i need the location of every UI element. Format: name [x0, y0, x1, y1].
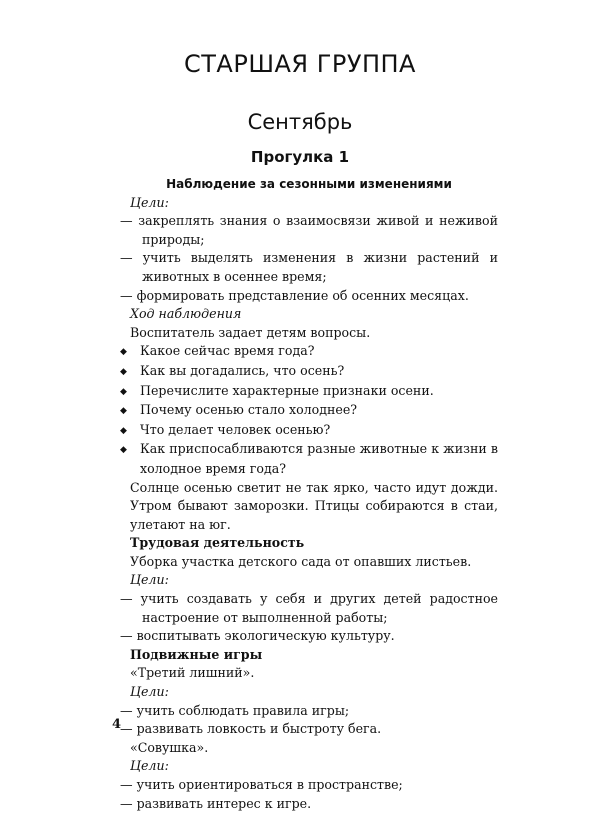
labor-title: Трудовая деятельность [130, 535, 305, 551]
diamond-bullet-icon: ◆ [120, 386, 127, 397]
diamond-bullet-icon: ◆ [120, 366, 127, 377]
observation-course-label: Ход наблюдения [130, 306, 242, 322]
game-goal-item: — учить ориентироваться в пространстве; [120, 777, 403, 792]
diamond-bullet-icon: ◆ [120, 347, 127, 358]
page-number: 4 [112, 717, 122, 732]
question-text: Как приспосабливаются разные животные к жизни в холодное время года? [140, 441, 498, 476]
game-name: «Третий лишний». [130, 665, 255, 681]
observation-closing: Солнце осенью светит не так ярко, часто идут дожди. Утром бывают заморозки. Птицы собираются в стаи, улетают на юг. [130, 479, 498, 532]
observation-goal-item: — формировать представление об осенних месяцах. [120, 287, 469, 303]
question-item [120, 440, 498, 478]
observation-goals-label: Цели: [130, 194, 169, 210]
question-item [120, 401, 498, 421]
question-text: Какое сейчас время года? [140, 343, 315, 359]
diamond-bullet-icon: ◆ [120, 445, 127, 456]
game-goals-label: Цели: [130, 684, 169, 700]
question-text: Перечислите характерные признаки осени. [140, 382, 434, 398]
walk-title: Прогулка 1 [250, 148, 350, 166]
question-item [120, 421, 498, 441]
labor-task: Уборка участка детского сада от опавших листьев. [130, 553, 472, 569]
diamond-bullet-icon: ◆ [120, 425, 127, 436]
observation-title: Наблюдение за сезонными изменениями [166, 177, 452, 191]
observation-goal-item: — закреплять знания о взаимосвязи живой и неживой природы; [120, 213, 498, 247]
game-goal-item: — учить соблюдать правила игры; [120, 702, 350, 718]
question-text: Почему осенью стало холоднее? [140, 402, 358, 418]
game-goals-label: Цели: [130, 758, 169, 774]
question-text: Что делает человек осенью? [140, 421, 331, 437]
question-item [120, 342, 498, 362]
labor-goal-item: — учить создавать у себя и других детей радостное настроение от выполненной работы; [120, 591, 498, 625]
question-text: Как вы догадались, что осень? [140, 362, 345, 378]
labor-goals-label: Цели: [130, 572, 169, 588]
diamond-bullet-icon: ◆ [120, 406, 127, 417]
question-item [120, 362, 498, 382]
question-item [120, 382, 498, 402]
game-goal-item: — развивать ловкость и быстроту бега. [120, 721, 382, 737]
game-goal-item: — развивать интерес к игре. [120, 795, 312, 811]
labor-goal-item: — воспитывать экологическую культуру. [120, 628, 395, 644]
month-title: Сентябрь [247, 110, 353, 134]
observation-intro: Воспитатель задает детям вопросы. [130, 324, 371, 340]
games-title: Подвижные игры [130, 646, 263, 662]
observation-goal-item: — учить выделять изменения в жизни растений и животных в осеннее время; [120, 250, 498, 284]
game-name: «Совушка». [130, 739, 209, 755]
section-title: СТАРШАЯ ГРУППА [184, 50, 416, 78]
page-content [120, 175, 498, 813]
